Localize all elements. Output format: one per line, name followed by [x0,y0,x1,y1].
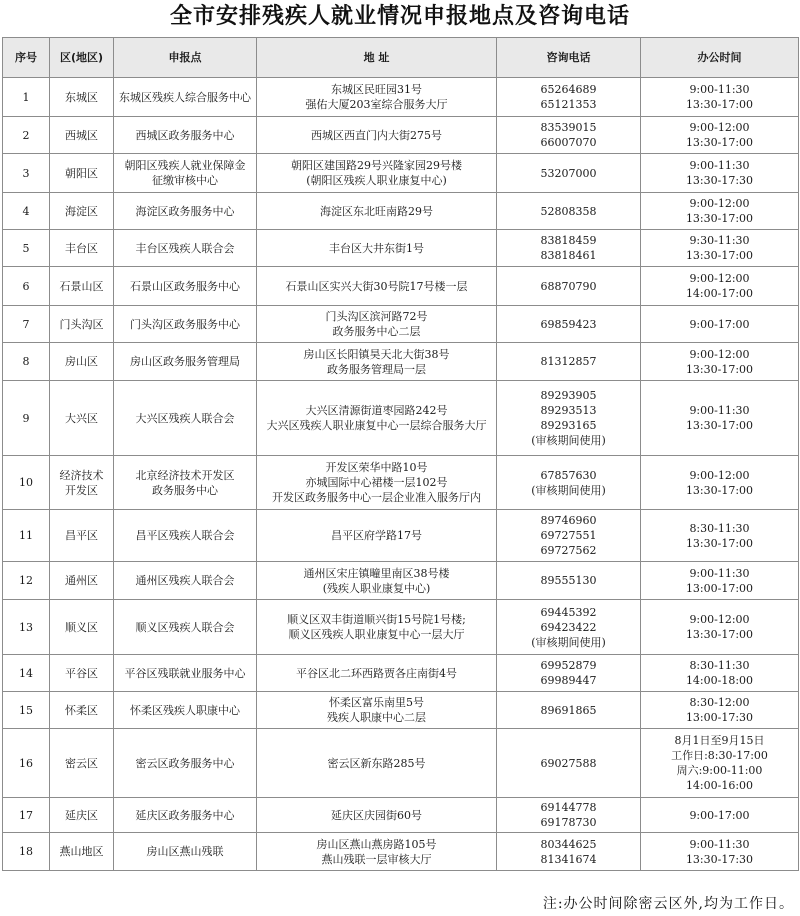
cell-address-line: (残疾人职业康复中心) [322,581,431,595]
cell-address [257,117,497,154]
cell-address-line: 开发区荣华中路10号 [325,461,428,474]
cell-phone [497,117,641,154]
cell-no: 14 [3,655,50,692]
cell-hours [641,456,799,510]
cell-phone-line: 89746960 [540,514,597,527]
cell-hours-line: 14:00-18:00 [685,674,754,687]
cell-hours [641,798,799,833]
cell-office [114,230,257,267]
cell-phone [497,655,641,692]
cell-hours-line: 8:30-11:30 [689,659,750,672]
cell-office [114,267,257,306]
cell-address-line: 强佑大厦203室综合服务大厅 [305,98,448,111]
cell-hours-line: 9:00-11:30 [689,83,750,96]
table-row [3,833,799,871]
cell-address [257,230,497,267]
cell-address-line: 朝阳区建国路29号兴隆家园29号楼 [291,159,462,172]
cell-no: 4 [3,193,50,230]
cell-phone-line: (审核期间使用) [531,434,606,447]
cell-phone [497,692,641,729]
cell-district: 怀柔区 [50,692,114,729]
cell-office [114,729,257,798]
cell-office-line: 朝阳区残疾人就业保障金 [124,159,246,172]
cell-district: 经济技术 开发区 [50,456,114,510]
cell-phone-line: 69952879 [540,659,597,672]
cell-office [114,381,257,456]
cell-address [257,798,497,833]
cell-hours-line: 9:00-11:30 [689,566,750,580]
cell-address [257,692,497,729]
cell-district: 密云区 [50,729,114,798]
cell-office-line: 房山区政务服务管理局 [130,355,240,368]
cell-hours [641,154,799,193]
cell-district: 海淀区 [50,193,114,230]
cell-address-line: 密云区新东路285号 [327,756,426,770]
cell-office-line: 顺义区残疾人联合会 [135,620,235,634]
cell-hours-line: 13:30-17:00 [685,212,754,225]
cell-address [257,193,497,230]
cell-no: 6 [3,267,50,306]
cell-phone-line: 69727562 [540,544,597,557]
cell-address-line: 延庆区庆园街60号 [331,808,422,822]
cell-no: 10 [3,456,50,510]
cell-hours-line: 13:30-17:00 [685,628,754,641]
header-hours: 办公时间 [641,38,799,78]
cell-office-line: 密云区政务服务中心 [135,756,235,770]
cell-office [114,600,257,655]
cell-district: 燕山地区 [50,833,114,871]
cell-hours-line: 13:30-17:00 [685,249,754,262]
cell-office-line: 大兴区残疾人联合会 [135,411,235,425]
cell-hours-line: 工作日:8:30-17:00 [671,749,768,762]
cell-office [114,510,257,562]
cell-hours [641,562,799,600]
cell-hours-line: 9:00-17:00 [689,808,750,822]
cell-phone-line: 69445392 [540,605,597,619]
cell-office-line: 征缴审核中心 [152,174,218,187]
cell-hours-line: 9:00-12:00 [689,121,750,134]
cell-office-line: 门头沟区政务服务中心 [130,317,240,331]
cell-hours-line: 13:30-17:00 [685,483,754,497]
cell-phone-line: 89293165 [540,419,597,432]
cell-address-line: 石景山区实兴大街30号院17号楼一层 [285,279,468,293]
cell-district: 石景山区 [50,267,114,306]
cell-office [114,798,257,833]
cell-address [257,154,497,193]
cell-hours [641,117,799,154]
cell-hours [641,510,799,562]
cell-phone-line: 66007070 [540,136,597,149]
cell-hours-line: 13:30-17:30 [685,852,754,866]
cell-address-line: 政务服务管理局一层 [327,362,426,376]
cell-phone-line: 69423422 [540,620,597,634]
cell-address-line: 东城区民旺园31号 [331,83,422,96]
cell-address-line: 怀柔区富乐南里5号 [329,696,424,709]
cell-district: 延庆区 [50,798,114,833]
cell-district: 朝阳区 [50,154,114,193]
cell-phone-line: (审核期间使用) [531,635,606,649]
cell-hours [641,267,799,306]
cell-hours-line: 13:30-17:00 [685,136,754,149]
cell-hours-line: 13:30-17:30 [685,174,754,187]
cell-address [257,655,497,692]
cell-no: 8 [3,343,50,381]
header-phone: 咨询电话 [497,38,641,78]
cell-phone [497,833,641,871]
cell-phone [497,306,641,343]
cell-phone [497,798,641,833]
cell-address-line: 大兴区清源街道枣园路242号 [305,404,448,417]
cell-office [114,193,257,230]
cell-hours-line: 9:00-17:00 [689,317,750,331]
cell-hours [641,193,799,230]
cell-phone [497,600,641,655]
cell-office [114,306,257,343]
cell-office-line: 通州区残疾人联合会 [135,574,235,587]
cell-hours-line: 周六:9:00-11:00 [676,764,763,777]
cell-hours-line: 9:30-11:30 [689,234,750,247]
table-row [3,562,799,600]
cell-office-line: 怀柔区残疾人职康中心 [130,703,240,717]
cell-hours [641,600,799,655]
cell-address-line: 顺义区双丰街道顺兴街15号院1号楼; [287,613,466,626]
cell-phone-line: 81341674 [540,852,597,866]
cell-hours-line: 14:00-17:00 [685,287,754,300]
cell-hours-line: 13:00-17:30 [685,711,754,724]
cell-no: 11 [3,510,50,562]
cell-no: 12 [3,562,50,600]
cell-phone-line: 89293905 [540,389,597,402]
table-row [3,798,799,833]
table-row [3,154,799,193]
cell-no: 17 [3,798,50,833]
cell-district: 通州区 [50,562,114,600]
cell-address [257,343,497,381]
cell-office-line: 西城区政务服务中心 [135,128,235,142]
cell-phone-line: 83818461 [540,249,597,262]
table-row [3,230,799,267]
cell-hours [641,381,799,456]
cell-address-line: 房山区燕山燕房路105号 [316,837,437,851]
cell-hours-line: 9:00-12:00 [689,468,750,482]
table-row [3,343,799,381]
cell-district: 东城区 [50,78,114,117]
cell-office-line: 政务服务中心 [152,483,218,497]
table-header-row [3,38,799,78]
cell-address-line: 通州区宋庄镇疃里南区38号楼 [303,566,450,580]
cell-address [257,456,497,510]
cell-no: 13 [3,600,50,655]
cell-hours [641,306,799,343]
cell-address-line: 顺义区残疾人职业康复中心一层大厅 [288,628,465,641]
header-no: 序号 [3,38,50,78]
table-row [3,510,799,562]
cell-district: 顺义区 [50,600,114,655]
cell-phone [497,381,641,456]
table-row [3,692,799,729]
cell-hours-line: 9:00-11:30 [689,837,750,851]
cell-office [114,117,257,154]
cell-phone-line: 65264689 [540,83,597,96]
header-office: 申报点 [114,38,257,78]
table-row [3,193,799,230]
cell-phone-line: 89555130 [540,574,597,587]
cell-phone [497,154,641,193]
cell-address-line: 平谷区北二环西路贾各庄南街4号 [296,666,457,680]
cell-phone-line: 69727551 [540,529,597,542]
cell-address-line: 亦城国际中心裙楼一层102号 [305,476,448,489]
cell-phone-line: 52808358 [540,204,597,218]
cell-hours-line: 8:30-11:30 [689,521,750,535]
cell-hours-line: 9:00-12:00 [689,272,750,285]
cell-office-line: 延庆区政务服务中心 [135,808,235,822]
cell-address [257,600,497,655]
table-row [3,729,799,798]
cell-address-line: 开发区政务服务中心一层企业准入服务厅内 [272,491,481,504]
cell-hours [641,343,799,381]
cell-office [114,154,257,193]
cell-address [257,78,497,117]
cell-office-line: 平谷区残联就业服务中心 [124,666,246,680]
cell-phone [497,230,641,267]
cell-hours-line: 13:30-17:00 [685,419,754,432]
cell-no: 5 [3,230,50,267]
table-row [3,456,799,510]
cell-phone [497,729,641,798]
cell-no: 3 [3,154,50,193]
cell-address [257,510,497,562]
cell-phone [497,267,641,306]
cell-address [257,306,497,343]
cell-address-line: 海淀区东北旺南路29号 [320,204,433,218]
cell-phone [497,343,641,381]
cell-phone-line: 67857630 [540,468,597,482]
table-row [3,306,799,343]
cell-hours [641,230,799,267]
cell-phone-line: 89691865 [540,703,597,717]
cell-hours-line: 13:30-17:00 [685,98,754,111]
cell-phone [497,510,641,562]
page-title: 全市安排残疾人就业情况申报地点及咨询电话 [169,4,630,29]
cell-district: 平谷区 [50,655,114,692]
header-district: 区(地区) [50,38,114,78]
cell-hours-line: 9:00-11:30 [689,404,750,417]
cell-district: 丰台区 [50,230,114,267]
cell-phone-line: (审核期间使用) [531,483,606,497]
cell-hours [641,78,799,117]
cell-phone [497,456,641,510]
table-row [3,117,799,154]
cell-phone-line: 69989447 [540,674,597,687]
cell-address-line: 大兴区残疾人职业康复中心一层综合服务大厅 [266,419,487,432]
cell-address-line: 昌平区府学路17号 [331,529,422,542]
cell-address-line: 西城区西直门内大街275号 [311,128,442,142]
cell-no: 15 [3,692,50,729]
cell-office-line: 北京经济技术开发区 [135,468,235,482]
cell-address-line: 房山区长阳镇昊天北大街38号 [303,347,450,361]
cell-phone-line: 80344625 [540,837,597,851]
cell-phone [497,562,641,600]
cell-office [114,692,257,729]
cell-no: 9 [3,381,50,456]
cell-district: 房山区 [50,343,114,381]
cell-office [114,562,257,600]
cell-hours [641,655,799,692]
cell-phone-line: 65121353 [540,98,597,111]
cell-office-line: 东城区残疾人综合服务中心 [119,90,251,104]
cell-phone-line: 81312857 [540,355,597,368]
cell-phone-line: 68870790 [540,279,597,293]
cell-phone-line: 69178730 [540,816,597,829]
cell-phone-line: 83818459 [540,234,597,247]
cell-phone-line: 69144778 [540,801,597,814]
cell-no: 1 [3,78,50,117]
cell-hours-line: 13:00-17:00 [685,581,754,595]
cell-address [257,267,497,306]
cell-office [114,833,257,871]
cell-address [257,562,497,600]
cell-office-line: 丰台区残疾人联合会 [135,241,235,255]
cell-address [257,381,497,456]
cell-office-line: 海淀区政务服务中心 [135,204,235,218]
cell-district: 昌平区 [50,510,114,562]
cell-no: 2 [3,117,50,154]
cell-district: 门头沟区 [50,306,114,343]
cell-hours-line: 13:30-17:00 [685,362,754,376]
cell-phone-line: 89293513 [540,404,597,417]
cell-no: 7 [3,306,50,343]
cell-hours-line: 9:00-12:00 [689,197,750,210]
cell-phone-line: 69027588 [540,756,597,770]
cell-phone-line: 53207000 [540,166,597,180]
cell-phone-line: 69859423 [540,317,597,331]
cell-hours [641,833,799,871]
cell-district: 大兴区 [50,381,114,456]
cell-office [114,655,257,692]
cell-address-line: (朝阳区残疾人职业康复中心) [306,174,447,187]
header-address: 地 址 [257,38,497,78]
table-row [3,78,799,117]
cell-hours [641,692,799,729]
cell-hours-line: 8:30-12:00 [689,696,750,709]
cell-phone-line: 83539015 [540,121,597,134]
cell-hours-line: 13:30-17:00 [685,536,754,550]
cell-address [257,833,497,871]
cell-address [257,729,497,798]
table-body [3,78,799,871]
cell-office [114,343,257,381]
cell-hours [641,729,799,798]
cell-address-line: 政务服务中心二层 [332,325,421,338]
cell-hours-line: 14:00-16:00 [685,779,754,792]
cell-address-line: 丰台区大井东街1号 [329,241,424,255]
cell-phone [497,193,641,230]
cell-no: 16 [3,729,50,798]
cell-address-line: 燕山残联一层审核大厅 [321,852,432,866]
cell-hours-line: 9:00-12:00 [689,347,750,361]
cell-address-line: 门头沟区滨河路72号 [325,310,428,323]
cell-hours-line: 9:00-12:00 [689,613,750,626]
report-locations-table [2,37,799,871]
cell-no: 18 [3,833,50,871]
cell-office-line: 昌平区残疾人联合会 [135,529,235,542]
table-row [3,600,799,655]
cell-phone [497,78,641,117]
cell-office [114,78,257,117]
table-row [3,655,799,692]
cell-office-line: 石景山区政务服务中心 [130,279,240,293]
footnote: 注:办公时间除密云区外,均为工作日。 [542,896,794,912]
cell-district: 西城区 [50,117,114,154]
cell-hours-line: 8月1日至9月15日 [674,734,765,747]
cell-office-line: 房山区燕山残联 [146,845,224,858]
table-row [3,267,799,306]
table-row [3,381,799,456]
cell-hours-line: 9:00-11:30 [689,159,750,172]
cell-address-line: 残疾人职康中心二层 [327,711,426,724]
cell-office [114,456,257,510]
